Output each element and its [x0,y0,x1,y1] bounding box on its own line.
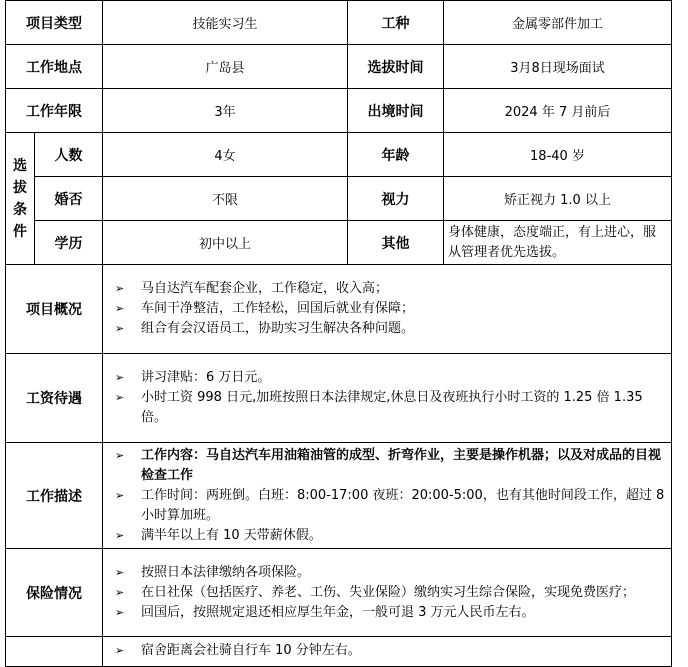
list-item-text: 回国后，按照规定退还相应厚生年金，一般可退 3 万元人民币左右。 [141,604,535,620]
insurance-list [107,563,667,623]
other-value: 身体健康，态度端正，有上进心，服从管理者优先选拔。 [444,221,672,265]
list-item-text: 马自达汽车配套企业，工作稳定，收入高； [141,281,389,296]
list-item [115,368,667,388]
row-overview [6,265,672,354]
overview-label: 项目概况 [6,265,103,354]
group-char: 条 [13,201,27,218]
job-info-table [5,0,672,667]
list-item-text: 小时工资 998 日元,加班按照日本法律规定,休息日及夜班执行小时工资的 1.25 倍 1.35 倍。 [141,390,643,425]
row-job [6,443,672,549]
education-value: 初中以上 [103,221,348,265]
selection-conditions-label [6,133,35,265]
departure-value: 2024 年 7 月前后 [444,89,672,133]
selection-time-value: 3月8日现场面试 [444,45,672,89]
arrowhead-bullet-icon: ➢ [115,322,125,335]
vision-value: 矫正视力 1.0 以上 [444,177,672,221]
location-value: 广岛县 [103,45,348,89]
pay-list [107,368,667,428]
list-item [115,299,667,319]
insurance-content [103,549,672,637]
housing-content [103,637,672,667]
arrowhead-bullet-icon: ➢ [115,391,125,404]
list-item-text: 在日社保（包括医疗、养老、工伤、失业保险）缴纳实习生综合保险，实现免费医疗； [141,584,636,600]
overview-content [103,265,672,354]
list-item-text: 组合有会汉语员工，协助实习生解决各种问题。 [141,321,415,336]
vision-label: 视力 [348,177,444,221]
arrowhead-bullet-icon: ➢ [115,371,125,384]
housing-list [107,641,667,661]
location-label: 工作地点 [6,45,103,89]
arrowhead-bullet-icon: ➢ [115,488,125,502]
job-label: 工作描述 [6,443,103,549]
years-value: 3年 [103,89,348,133]
row-project-type [6,1,672,45]
group-char: 拔 [13,179,27,196]
job-type-label: 工种 [348,1,444,45]
education-label: 学历 [35,221,103,265]
arrowhead-bullet-icon: ➢ [115,528,125,542]
list-item [115,279,667,299]
row-insurance [6,549,672,637]
pay-label: 工资待遇 [6,354,103,443]
list-item-text: 车间干净整洁，工作轻松，回国后就业有保障； [141,301,415,316]
list-item-text: 讲习津贴：6 万日元。 [141,370,271,385]
list-item-text: 工作内容：马自达汽车用油箱油管的成型、折弯作业，主要是操作机器；以及对成品的目视检查工作 [141,447,662,483]
list-item [115,319,667,339]
marital-label: 婚否 [35,177,103,221]
marital-value: 不限 [103,177,348,221]
pay-content [103,354,672,443]
selection-time-label: 选拔时间 [348,45,444,89]
job-type-value: 金属零部件加工 [444,1,672,45]
project-type-label: 项目类型 [6,1,103,45]
row-education [6,221,672,265]
arrowhead-bullet-icon: ➢ [115,585,125,599]
arrowhead-bullet-icon: ➢ [115,565,125,579]
project-type-value: 技能实习生 [103,1,348,45]
arrowhead-bullet-icon: ➢ [115,282,125,295]
list-item [115,583,667,603]
row-pay [6,354,672,443]
list-item-text: 工作时间：两班倒。白班：8:00-17:00 夜班：20:00-5:00，也有其他时间段工作，超过 8 小时算加班。 [141,487,665,523]
list-item-text: 满半年以上有 10 天带薪休假。 [141,527,322,543]
list-item [115,641,667,661]
arrowhead-bullet-icon: ➢ [115,448,125,462]
arrowhead-bullet-icon: ➢ [115,644,125,657]
years-label: 工作年限 [6,89,103,133]
list-item [115,446,667,486]
age-value: 18-40 岁 [444,133,672,177]
row-marital [6,177,672,221]
group-char: 选 [13,157,27,174]
insurance-label: 保险情况 [6,549,103,637]
row-housing [6,637,672,667]
overview-list [107,279,667,339]
departure-label: 出境时间 [348,89,444,133]
count-value: 4女 [103,133,348,177]
list-item-text: 宿舍距离会社骑自行车 10 分钟左右。 [141,643,361,658]
list-item [115,486,667,526]
job-list [107,446,667,546]
count-label: 人数 [35,133,103,177]
list-item [115,388,667,428]
group-char: 件 [13,223,27,240]
arrowhead-bullet-icon: ➢ [115,605,125,619]
age-label: 年龄 [348,133,444,177]
row-count [6,133,672,177]
list-item [115,526,667,546]
row-location [6,45,672,89]
housing-label [6,637,103,667]
arrowhead-bullet-icon: ➢ [115,302,125,315]
other-label: 其他 [348,221,444,265]
job-content [103,443,672,549]
list-item-text: 按照日本法律缴纳各项保险。 [141,564,311,580]
list-item [115,603,667,623]
row-years [6,89,672,133]
list-item [115,563,667,583]
